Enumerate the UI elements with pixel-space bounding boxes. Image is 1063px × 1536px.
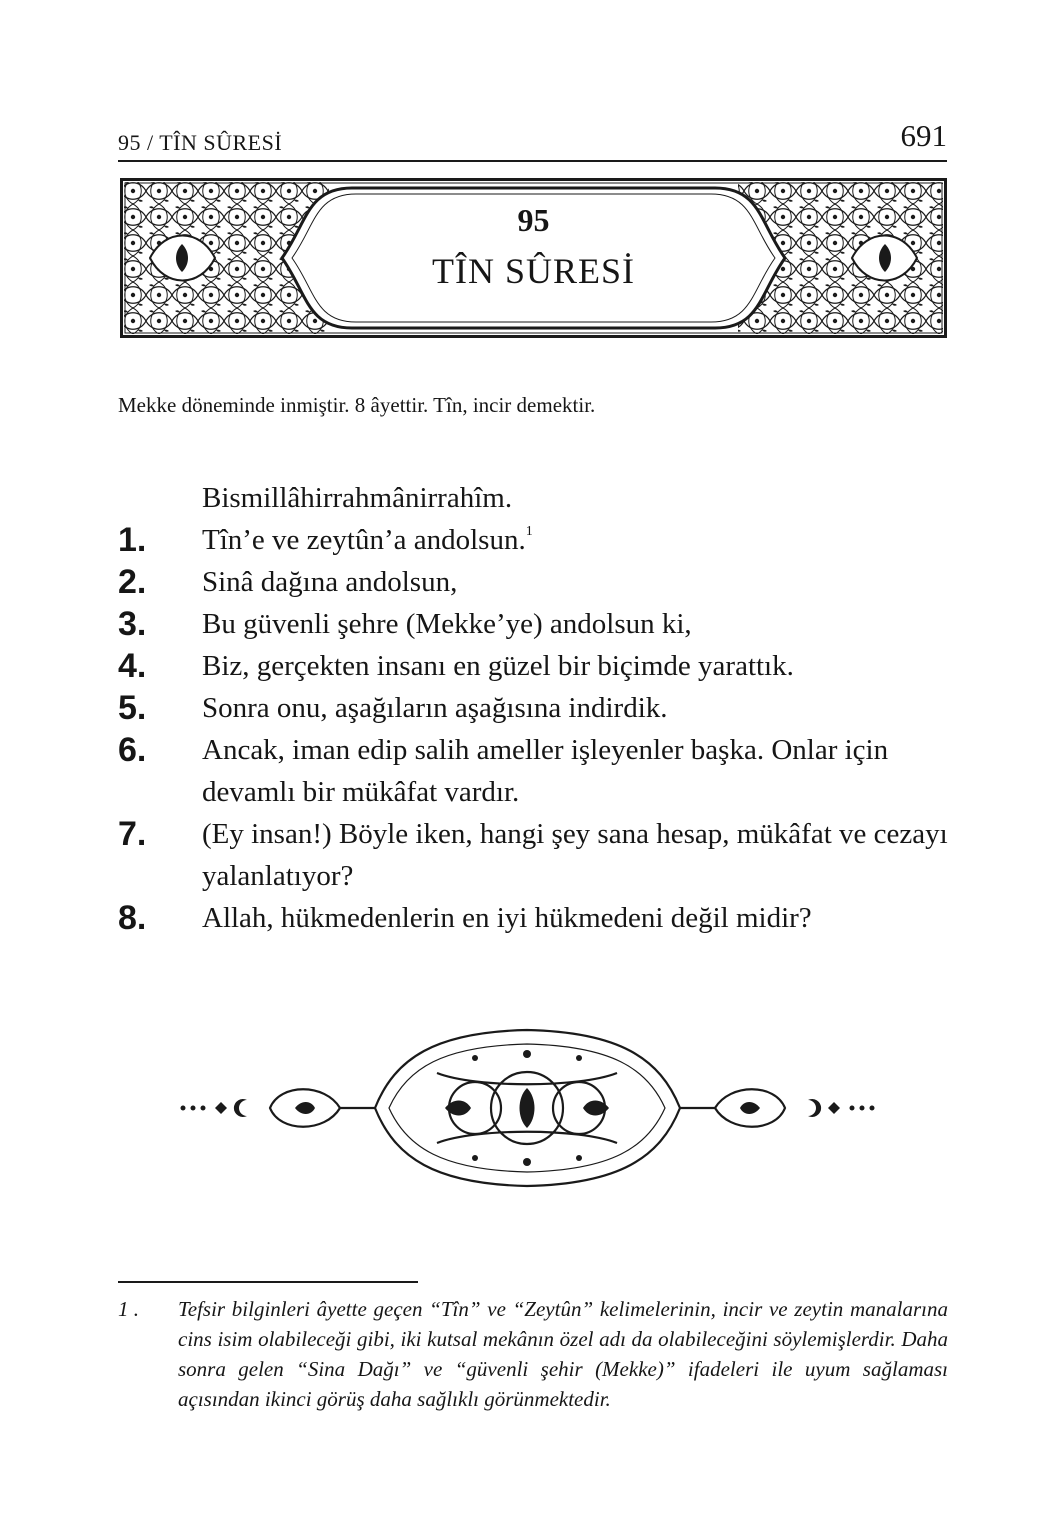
running-head <box>118 112 947 162</box>
verse-text: Sonra onu, aşağıların aşağısına indirdik. <box>202 692 668 724</box>
verse-number: 1. <box>118 521 147 559</box>
verse-text: Allah, hükmedenlerin en iyi hükmedeni değil midir? <box>202 902 812 934</box>
verse-5 <box>118 687 950 729</box>
verse-number: 4. <box>118 647 147 685</box>
verse-number: 8. <box>118 899 147 937</box>
verse-8 <box>118 897 950 939</box>
verse-number: 7. <box>118 815 147 853</box>
verse-text: Tîn’e ve zeytûn’a andolsun.$^1$ <box>202 524 533 556</box>
verse-number: 2. <box>118 563 147 601</box>
verse-2 <box>118 561 950 603</box>
verse-text: Biz, gerçekten insanı en güzel bir biçimde yarattık. <box>202 650 794 682</box>
sura-intro: Mekke döneminde inmiştir. 8 âyettir. Tîn, incir demektir. <box>118 393 596 417</box>
sura-number: 95 <box>517 202 550 238</box>
sura-title-banner <box>120 178 947 338</box>
verse-text: Sinâ dağına andolsun, <box>202 566 458 598</box>
basmala: Bismillâhirrahmânirrahîm. <box>202 482 513 514</box>
verse-1 <box>118 519 950 561</box>
running-title: 95 / TÎN SÛRESİ <box>118 130 283 155</box>
verse-text: (Ey insan!) Böyle iken, hangi şey sana hesap, mükâfat ve cezayı yalanlatıyor? <box>202 818 948 892</box>
footnote-1 <box>118 1294 948 1414</box>
footnote-text: Tefsir bilginleri âyette geçen “Tîn” ve “Zeytûn” kelimelerinin, incir ve zeytin manalarına cins isim olabileceği gibi, iki kutsal mekânın özel adı da olabileceğini söylemişlerdir. Daha sonra gelen “Sina Dağı” ve “güvenli şehir (Mekke)” ifadeleri ile uyum sağlaması açısından ikinci görüş daha sağlıklı görünmektedir. <box>178 1297 948 1411</box>
sura-name: TÎN SÛRESİ <box>431 251 635 291</box>
decorative-ornament <box>175 1018 880 1198</box>
verse-6 <box>118 729 950 813</box>
verse-number: 6. <box>118 731 147 769</box>
verse-4 <box>118 645 950 687</box>
footnote-separator <box>118 1281 418 1283</box>
verse-number: 5. <box>118 689 147 727</box>
verse-7 <box>118 813 950 897</box>
verse-list <box>118 477 950 939</box>
page-number: 691 <box>900 118 947 153</box>
verse-text: Bu güvenli şehre (Mekke’ye) andolsun ki, <box>202 608 692 640</box>
verse-text: Ancak, iman edip salih ameller işleyenler başka. Onlar için devamlı bir mükâfat vardır. <box>202 734 889 808</box>
footnote-marker: 1 . <box>118 1297 139 1321</box>
verse-number: 3. <box>118 605 147 643</box>
verse-3 <box>118 603 950 645</box>
footnote-ref[interactable]: 1 <box>525 524 533 539</box>
